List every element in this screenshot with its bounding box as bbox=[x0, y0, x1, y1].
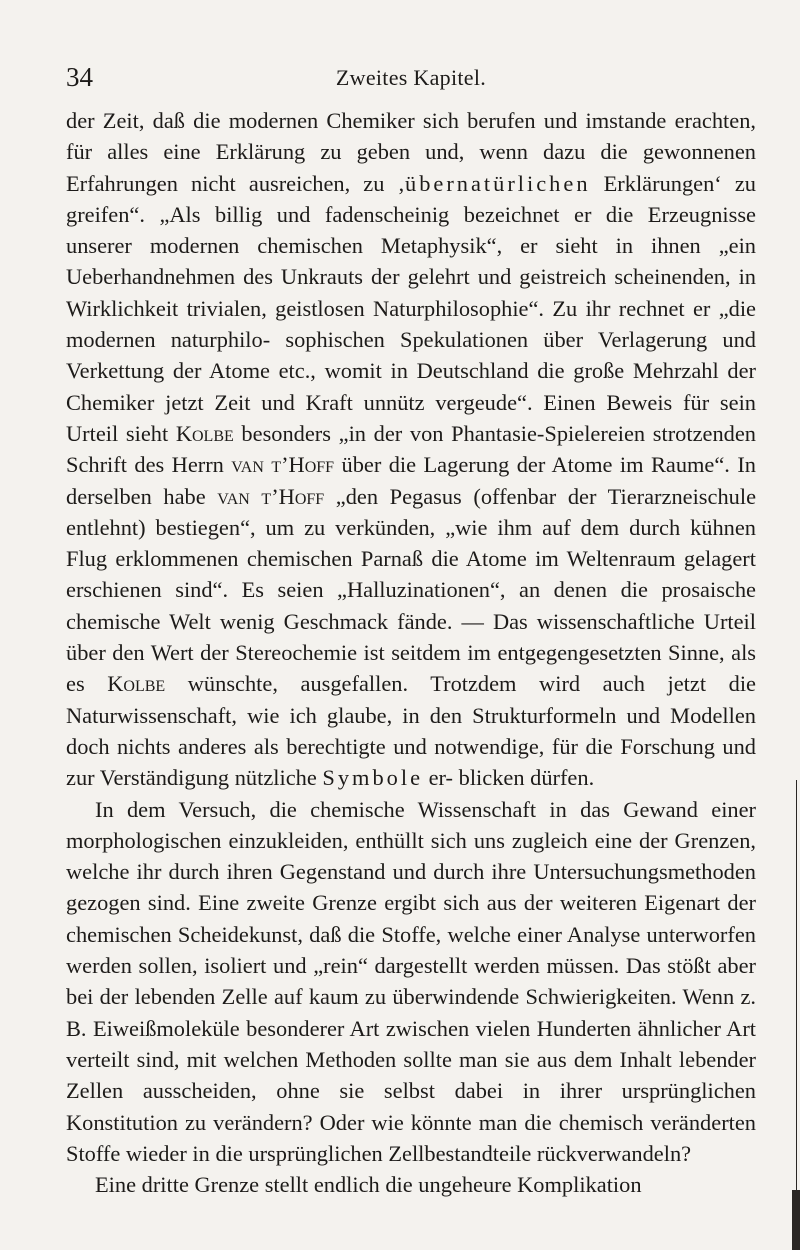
text-line: sich aus der weiteren Eigenart der chemischen Scheidekunst, daß bbox=[66, 890, 756, 947]
text-line: aus dem Inhalt lebender Zellen ausscheiden, ohne sie selbst dabei bbox=[66, 1046, 756, 1104]
person-name: Kolbe bbox=[175, 420, 234, 446]
text-line: und geistreich scheinenden, in Wirklichkeit trivialen, geistlosen bbox=[66, 264, 756, 321]
text-segment: die Forschung und zur Verständigung nützliche bbox=[66, 733, 756, 791]
page-edge-mark bbox=[792, 1190, 800, 1250]
text-line: jetzt Zeit und Kraft unnütz vergeude“. Einen Beweis für sein bbox=[165, 389, 756, 415]
text-line: blicken dürfen. bbox=[458, 765, 595, 791]
text-line: man die chemisch veränderten Stoffe wieder in die ursprünglichen bbox=[66, 1109, 757, 1166]
text-segment: über die Lagerung der bbox=[334, 452, 546, 478]
text-line: Atome etc., womit in Deutschland die große Mehrzahl der Chemiker bbox=[66, 358, 756, 415]
text-line: Untersuchungsmethoden gezogen sind. Eine zweite Grenze ergibt bbox=[66, 859, 756, 916]
page-header bbox=[66, 62, 756, 92]
text-line: der Zeit, daß die modernen Chemiker sich berufen und imstande bbox=[66, 108, 667, 133]
text-line: Wert der Stereochemie ist seitdem im entgegengesetzten Sinne, als bbox=[150, 640, 756, 666]
text-line: Eine dritte Grenze stellt endlich die ungeheure Komplikation bbox=[95, 1172, 642, 1198]
text-line: einer morphologischen einzukleiden, enthüllt sich uns zugleich eine bbox=[66, 796, 756, 853]
text-line: erachten, für alles eine Erklärung zu geben und, wenn dazu die bbox=[66, 108, 756, 165]
text-line: Parnaß die Atome im Weltenraum gelagert erschienen sind“. Es bbox=[66, 546, 756, 603]
text-line: sophischen Spekulationen über Verlagerung und Verkettung der bbox=[66, 327, 756, 384]
text-line: und „rein“ dargestellt werden müssen. Das stößt aber bei der bbox=[66, 953, 756, 1010]
page-number: 34 bbox=[66, 62, 93, 92]
text-line: In dem Versuch, die chemische Wissenschaft in das Gewand bbox=[95, 796, 698, 822]
text-line: ähnlicher Art verteilt sind, mit welchen Methoden sollte man sie bbox=[66, 1015, 756, 1072]
text-line: Naturwissenschaft, wie ich glaube, in den Strukturformeln und bbox=[66, 702, 661, 728]
text-line: wenig Geschmack fände. — Das wissenschaftliche Urteil über den bbox=[66, 608, 756, 666]
text-segment: Atome im Raume“. In derselben habe bbox=[66, 452, 756, 509]
text-line: er die Erzeugnisse unserer modernen chemischen Metaphysik“, er bbox=[66, 201, 756, 259]
text-segment: er- bbox=[423, 765, 454, 791]
text-line bbox=[66, 671, 756, 696]
person-name: van t’Hoff bbox=[231, 452, 335, 478]
person-name: van t’Hoff bbox=[217, 483, 325, 509]
text-line: Zellbestandteile rückverwandeln? bbox=[388, 1140, 692, 1166]
text-segment: es bbox=[66, 671, 108, 697]
paragraph bbox=[66, 1169, 756, 1200]
person-name: Kolbe bbox=[107, 671, 166, 697]
text-segment: gewonnenen Erfahrungen nicht ausreichen, zu ‚ bbox=[66, 139, 756, 196]
emphasis-spaced: übernatürlichen bbox=[405, 170, 591, 196]
body-text bbox=[66, 105, 756, 1200]
text-line: (offenbar der Tierarzneischule entlehnt) bestiegen“, um zu verkünden, bbox=[66, 483, 757, 540]
text-segment: wünschte, ausgefallen. Trotzdem wird auch jetzt die bbox=[165, 671, 756, 697]
text-line: seien „Halluzinationen“, an denen die prosaische chemische Welt bbox=[66, 577, 756, 634]
text-line: lebenden Zelle auf kaum zu überwindende Schwierigkeiten. Wenn bbox=[134, 984, 735, 1010]
text-line: der Grenzen, welche ihr durch ihren Gegenstand und durch ihre bbox=[66, 827, 756, 885]
text-segment: Urteil sieht bbox=[66, 420, 176, 446]
text-segment: besonders „in der von Phantasie-Spielereien bbox=[233, 420, 646, 446]
text-line: Modellen doch nichts anderes als berechtigte und notwendige, für bbox=[66, 702, 756, 759]
text-segment: „den Pegasus bbox=[324, 483, 462, 509]
page-edge-line bbox=[796, 780, 797, 1250]
paragraph bbox=[66, 794, 756, 1170]
text-line: Naturphilosophie“. Zu ihr rechnet er „die modernen naturphilo- bbox=[66, 295, 756, 353]
text-segment: strotzenden Schrift des Herrn bbox=[66, 420, 756, 478]
text-line: die Stoffe, welche einer Analyse unterworfen werden sollen, isoliert bbox=[66, 921, 756, 979]
text-line bbox=[66, 421, 645, 446]
text-line: z. B. Eiweißmoleküle besonderer Art zwischen vielen Hunderten bbox=[66, 984, 756, 1041]
text-line: in ihrer ursprünglichen Konstitution zu verändern? Oder wie könnte bbox=[66, 1078, 756, 1135]
running-title: Zweites Kapitel. bbox=[335, 65, 487, 90]
text-line: „wie ihm auf dem durch kühnen Flug erklommenen chemischen bbox=[66, 514, 756, 572]
paragraph bbox=[66, 105, 756, 794]
text-line: sieht in ihnen „ein Ueberhandnehmen des Unkrauts der gelehrt bbox=[66, 233, 756, 290]
text-line: Erklärungen‘ zu greifen“. „Als billig und fadenscheinig bezeichnet bbox=[66, 170, 756, 227]
emphasis-spaced: Symbole bbox=[322, 765, 424, 791]
